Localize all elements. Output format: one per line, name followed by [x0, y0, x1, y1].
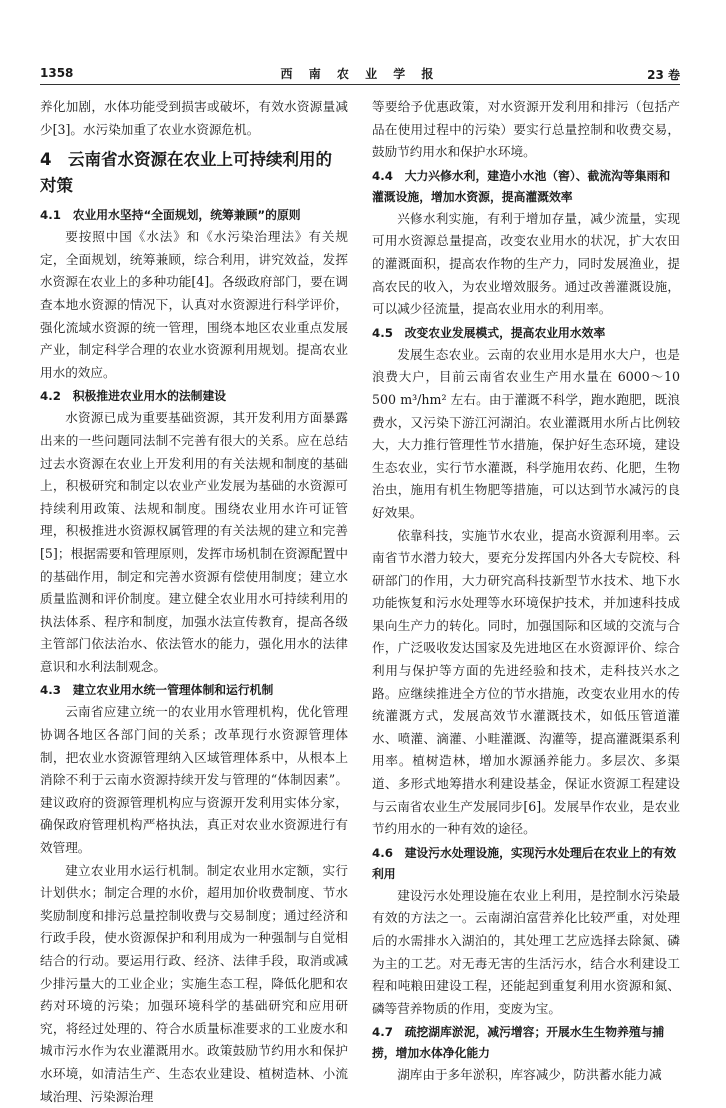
paragraph: 湖库由于多年淤积，库容减少，防洪蓄水能力减 [397, 1067, 662, 1083]
page-number: 1358 [40, 66, 74, 80]
subsection-heading-4-7: 4.7 疏挖湖库淤泥，减污增容；开展水生生物养殖与捕捞，增加水体净化能力 [372, 1025, 665, 1061]
paragraph: 兴修水利实施，有利于增加存量，减少流量，实现可用水资源总量提高，改变农业用水的状况，扩大农田的灌溉面积，提高农作物的生产力，同时发展渔业，提高农民的收入，为农业增效服务。通过改善灌溉设施，可以减少径流量，提高农业用水的利用率。 [372, 210, 680, 317]
right-column [372, 96, 680, 1083]
subsection-heading-4-3: 4.3 建立农业用水统一管理体制和运行机制 [40, 683, 274, 698]
paragraph: 发展生态农业。云南的农业用水是用水大户，也是浪费大户，目前云南省农业生产用水量在 6000～10 500 m³/hm² 左右。由于灌溉不科学，跑水跑肥，既浪费水，又污染下游江河湖泊。农业灌溉用水所占比例较大，大力推行管理性节水措施，保护好生态环境，建设生态农业，实行节水灌溉，科学施用农药、化肥，生物治虫，施用有机生物肥等措施，可以达到节水减污的良好效果。 [372, 346, 680, 520]
paragraph: 水资源已成为重要基础资源，其开发利用方面暴露出来的一些问题同法制不完善有很大的关系。应在总结过去水资源在农业上开发利用的有关法规和制度的基础上，积极研究和制定以农业产业发展为基础的水资源可持续利用政策、法规和制度。围绕农业用水许可证管理，积极推进水资源权属管理的有关法规的建立和完善[5]；根据需要和管理原则，发挥市场机制在资源配置中的基础作用，制定和完善水资源有偿使用制度；建立水质量监测和评价制度。建立健全农业用水可持续利用的执法体系、程序和制度，加强水法宣传教育，提高各级主管部门依法治水、依法管水的能力，强化用水的法律意识和水利法制观念。 [40, 410, 348, 674]
subsection-heading-4-4: 4.4 大力兴修水利，建造小水池（窖）、截流沟等集雨和灌溉设施，增加水资源，提高灌溉效率 [372, 168, 671, 204]
paragraph: 建设污水处理设施在农业上利用，是控制水污染最有效的方法之一。云南湖泊富营养化比较严重，对处理后的水需排水入湖泊的，其处理工艺应选择去除氮、磷为主的工艺。对无毒无害的生活污水，结合水利建设工程和吨粮田建设工程，还能起到重复利用水资源和氮、磷等营养物质的作用，变废为宝。 [372, 887, 680, 1016]
paragraph-continuation: 养化加剧，水体功能受到损害或破坏，有效水资源量减少[3]。水污染加重了农业水资源危机。 [40, 99, 348, 137]
subsection-heading-4-6: 4.6 建设污水处理设施，实现污水处理后在农业上的有效利用 [372, 845, 677, 881]
paragraph: 依靠科技，实施节水农业，提高水资源利用率。云南省节水潜力较大，要充分发挥国内外各大专院校、科研部门的作用，大力研究高科技新型节水技术、地下水功能恢复和污水处理等水环境保护技术，并加速科技成果向生产力的转化。同时，加强国际和区域的交流与合作，广泛吸收发达国家及先进地区在水资源评价、综合利用与保护等方面的先进经验和技术，走科技兴水之路。应继续推进全方位的节水措施，改变农业用水的传统灌溉方式，发展高效节水灌溉技术，如低压管道灌水、喷灌、滴灌、小畦灌溉、沟灌等，提高灌溉渠系利用率。植树造林，增加水源涵养能力。多层次、多渠道、多形式地筹措水利建设基金，保证水资源工程建设与云南省农业生产发展同步[6]。发展旱作农业，是农业节约用水的一种有效的途径。 [372, 527, 680, 837]
volume-label: 23 卷 [647, 68, 680, 82]
subsection-heading-4-2: 4.2 积极推进农业用水的法制建设 [40, 389, 227, 404]
subsection-heading-4-5: 4.5 改变农业发展模式，提高农业用水效率 [372, 325, 606, 340]
section-heading-4: 4 云南省水资源在农业上可持续利用的对策 [40, 150, 332, 196]
paragraph: 建立农业用水运行机制。制定农业用水定额，实行计划供水；制定合理的水价，超用加价收费制度、节水奖励制度和排污总量控制收费与交易制度；通过经济和行政手段，使水资源保护和利用成为一种强制与自觉相结合的行动。要运用行政、经济、法律手段，取消或减少排污量大的工业企业；实施生态工程，降低化肥和农药对环境的污染；加强环境科学的基础研究和应用研究，将经过处理的、符合水质量标准要求的工业废水和城市污水作为农业灌溉用水。政策鼓励节约用水和保护水环境，如清洁生产、生态农业建设、植树造林、小流域治理、污染源治理 [40, 862, 348, 1104]
paragraph: 要按照中国《水法》和《水污染治理法》有关规定，全面规划，统筹兼顾，综合利用，讲究效益，发挥水资源在农业上的多种功能[4]。各级政府部门，要在调查本地水资源的情况下，认真对水资源进行科学评价，强化流域水资源的统一管理，围绕本地区农业重点发展产业，制定科学合理的农业水资源利用规划。提高农业用水的效应。 [40, 229, 348, 380]
subsection-heading-4-1: 4.1 农业用水坚持“全面规划，统筹兼顾”的原则 [40, 208, 301, 223]
left-column [40, 96, 348, 1104]
paragraph-continuation: 等要给予优惠政策，对水资源开发利用和排污（包括产品在使用过程中的污染）要实行总量控制和收费交易，鼓励节约用水和保护水环境。 [372, 99, 680, 160]
paragraph: 云南省应建立统一的农业用水管理机构，优化管理协调各地区各部门间的关系；改革现行水资源管理体制，把农业水资源管理纳入区域管理体系中，从根本上消除不利于云南水资源持续开发与管理的“体制因素”。建议政府的资源管理机构应与资源开发利用实体分家，确保政府管理机构严格执法，真正对农业水资源进行有效管理。 [40, 704, 348, 856]
journal-title: 西 南 农 业 学 报 [280, 67, 440, 81]
page-header [40, 64, 680, 85]
